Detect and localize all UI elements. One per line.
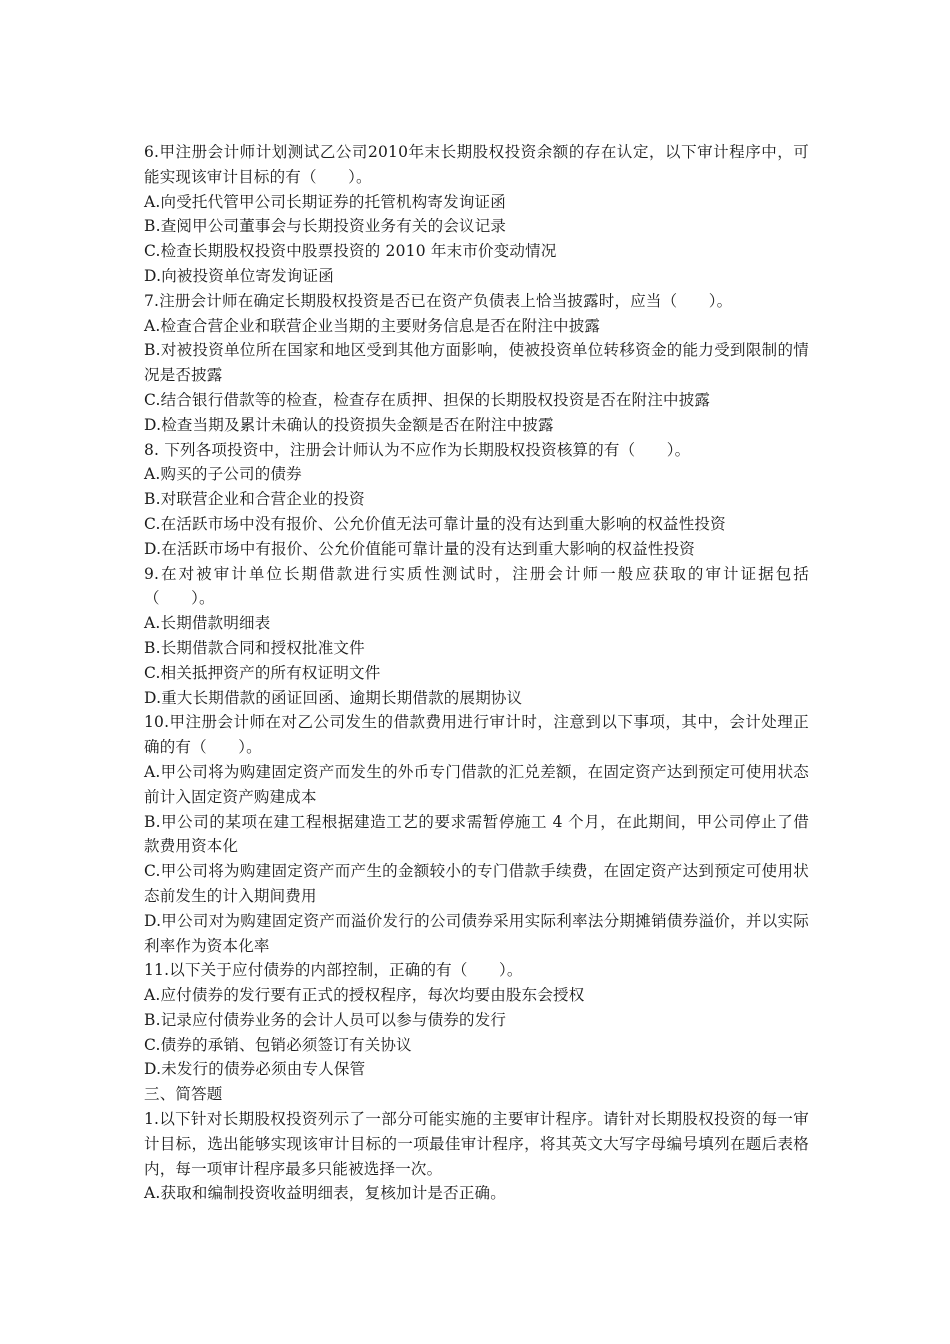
short-answer-1-stem: 1.以下针对长期股权投资列示了一部分可能实施的主要审计程序。请针对长期股权投资的每一审计目标，选出能够实现该审计目标的一项最佳审计程序，将其英文大写字母编号填列在题后表格内，每一项审计程序最多只能被选择一次。: [144, 1110, 809, 1178]
short-answer-1-option-a: A.获取和编制投资收益明细表，复核加计是否正确。: [144, 1184, 506, 1203]
question-11-option-c: C.债券的承销、包销必须签订有关协议: [144, 1035, 412, 1054]
question-11-stem: 11.以下关于应付债券的内部控制，正确的有（ ）。: [144, 961, 523, 980]
question-6-option-a: A.向受托代管甲公司长期证券的托管机构寄发询证函: [144, 192, 506, 211]
question-10-option-b: B.甲公司的某项在建工程根据建造工艺的要求需暂停施工 4 个月，在此期间，甲公司停止了借款费用资本化: [144, 812, 809, 856]
question-10-option-d: D.甲公司对为购建固定资产而溢价发行的公司债券采用实际利率法分期摊销债券溢价，并以实际利率作为资本化率: [144, 911, 809, 955]
question-7-option-c: C.结合银行借款等的检查，检查存在质押、担保的长期股权投资是否在附注中披露: [144, 390, 711, 409]
question-11-option-a: A.应付债券的发行要有正式的授权程序，每次均要由股东会授权: [144, 986, 585, 1005]
question-8-option-a: A.购买的子公司的债券: [144, 465, 302, 484]
question-6-option-d: D.向被投资单位寄发询证函: [144, 266, 334, 285]
question-10-option-c: C.甲公司将为购建固定资产而产生的金额较小的专门借款手续费，在固定资产达到预定可使用状态前发生的计入期间费用: [144, 862, 809, 905]
question-7-option-b: B.对被投资单位所在国家和地区受到其他方面影响，使被投资单位转移资金的能力受到限制的情况是否披露: [144, 341, 809, 385]
question-7-stem: 7.注册会计师在确定长期股权投资是否已在资产负债表上恰当披露时，应当（ ）。: [144, 291, 733, 310]
question-9-option-c: C.相关抵押资产的所有权证明文件: [144, 663, 381, 682]
question-10-option-a: A.甲公司将为购建固定资产而发生的外币专门借款的汇兑差额，在固定资产达到预定可使用状态前计入固定资产购建成本: [144, 762, 809, 806]
question-11-option-d: D.未发行的债券必须由专人保管: [144, 1060, 366, 1079]
question-8-stem: 8. 下列各项投资中，注册会计师认为不应作为长期股权投资核算的有（ ）。: [144, 440, 691, 459]
section-heading: 三、简答题: [144, 1085, 223, 1104]
question-6-option-c: C.检查长期股权投资中股票投资的 2010 年末市价变动情况: [144, 242, 557, 261]
question-10-stem: 10.甲注册会计师在对乙公司发生的借款费用进行审计时，注意到以下事项，其中，会计处理正确的有（ ）。: [144, 713, 809, 757]
question-6-stem: 6.甲注册会计师计划测试乙公司2010年末长期股权投资余额的存在认定，以下审计程序中，可能实现该审计目标的有（ ）。: [144, 143, 809, 186]
question-11-option-b: B.记录应付债券业务的会计人员可以参与债券的发行: [144, 1010, 507, 1029]
question-6-option-b: B.查阅甲公司董事会与长期投资业务有关的会议记录: [144, 217, 507, 236]
question-9-option-d: D.重大长期借款的函证回函、逾期长期借款的展期协议: [144, 688, 523, 707]
question-8-option-b: B.对联营企业和合营企业的投资: [144, 490, 365, 509]
document-page: [144, 140, 809, 1206]
question-7-option-a: A.检查合营企业和联营企业当期的主要财务信息是否在附注中披露: [144, 316, 601, 335]
question-9-option-b: B.长期借款合同和授权批准文件: [144, 638, 365, 657]
question-9-stem: 9.在对被审计单位长期借款进行实质性测试时，注册会计师一般应获取的审计证据包括（ ）。: [144, 564, 809, 608]
question-8-option-c: C.在活跃市场中没有报价、公允价值无法可靠计量的没有达到重大影响的权益性投资: [144, 514, 726, 533]
question-7-option-d: D.检查当期及累计未确认的投资损失金额是否在附注中披露: [144, 415, 554, 434]
question-9-option-a: A.长期借款明细表: [144, 614, 271, 633]
question-8-option-d: D.在活跃市场中有报价、公允价值能可靠计量的没有达到重大影响的权益性投资: [144, 539, 696, 558]
